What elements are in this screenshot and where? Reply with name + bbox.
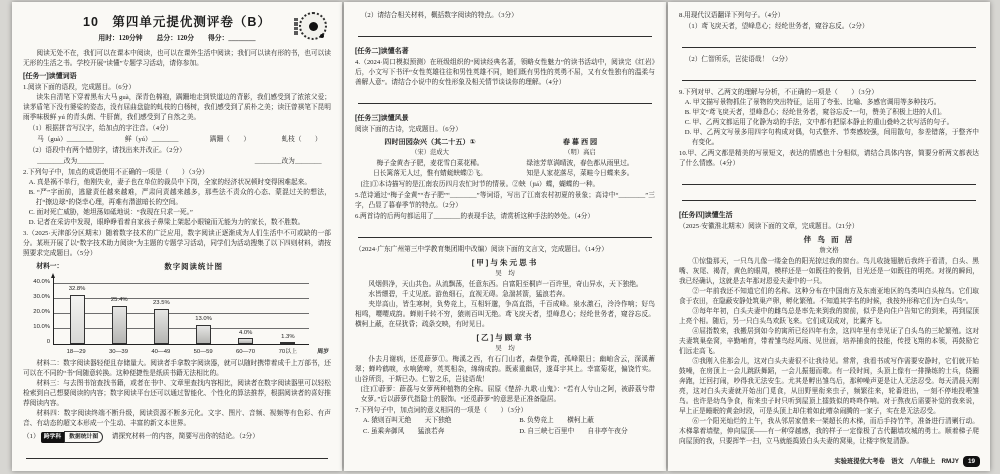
sub-question: （2）语段中有两个错别字，请找出来并改正。（2分）	[28, 147, 186, 154]
bar-value-label: 1.3%	[281, 333, 295, 340]
x-tick-label: 60—70	[235, 349, 255, 355]
paragraph: 阅读无处不在，我们可以在课本中阅读，也可以在课外生活中阅读；我们可以读有形的书，也可以读无形的生活之书。学校开展“读懂”专题学习活动，请你参加。	[23, 50, 331, 67]
question-prefix: （1）	[23, 433, 40, 440]
fill-in-item: ________改为________	[37, 158, 104, 165]
answer-option: D. 甲、乙两文写景多用四字句构成对偶，句式整齐、节奏感较强，间用散句，参差错落，于整齐中有变化。	[684, 129, 979, 146]
paragraph: 夹岸高山，皆生寒树，负势竞上，互相轩邈，争高直指，千百成峰。泉水激石，泠泠作响；好鸟相鸣，嘤嘤成韵。蝉则千转不穷，猿则百叫无绝。鸢飞戾天者，望峰息心；经纶世务者，窥谷忘反。横柯上蔽，在昼犹昏；疏条交映，有时见日。	[355, 301, 655, 328]
annotation-note: [注]①薜萝：薜荔与女萝两种植物的全称。屈原《楚辞·九歌·山鬼》：“若有人兮山之阿，被薜荔兮带女萝。”后以薜萝代指隐士的服饰。“还觅薜萝”的意思是正准备隐居。	[360, 386, 655, 403]
chart-title: 数字阅读统计图	[164, 262, 224, 271]
bar-value-label: 25.4%	[110, 297, 128, 304]
paragraph: 读朱自清笔下穿着黑布大马 guà，深青色棉袍，蹒跚地走到铁道边的背影，我们感受到了浓浓父爱；读茅盾笔下没有婆娑的姿态，没有屈曲盘旋的虬枝的白杨树，我们感受到了质朴之美；读汪曾祺笔下昆明雨季味极鲜 yú 的青头菌、牛肝菌，我们感受到了自然之美。	[23, 94, 331, 121]
x-tick-label: 40—49	[151, 349, 171, 355]
spacer	[355, 40, 655, 44]
question: 3.（2025·天津部分区期末）随着数字技术的广泛应用，数字阅读正逐渐成为人们生活中不可或缺的一部分。某班开展了以“数字技术助力阅读”为主题的专题学习活动，同学们为活动搜集了以下四则材料，请按照要求完成题目。（5分）	[23, 230, 331, 257]
paragraph: ⑤我刚入住那会儿，这对白头夫妻很不让我待见。常常，我看书或写作需要安静时，它们就开始鼓噪，在房顶上一会儿跳跃舞蹈，一会儿振翅而歌。有一段时间，头顶上像有一排操练的士兵，绕圈奔跑，迂回打闹，吵得我无法安生。尤其是孵出雏鸟后，那种噪声更是让人无法忍受。每天清晨天刚亮，这对白头夫妻就开始出门觅食，从田野里衔来虫子，频繁往来，轮番进出，一刻不停地投喂雏鸟。也许是幼鸟争食，衔来虫子时只听到屋顶上擂鼓似的咚咚作响。对于熬夜后需要补觉的我来说，早上正是睡眠的黄金时段，可是头顶上却住着如此嘈杂闹腾的一家子，实在是无法忍受。	[679, 358, 979, 415]
page-number-badge: 19	[963, 456, 980, 467]
exam-total-score: 总分：120分	[156, 35, 194, 42]
answer-line	[682, 175, 976, 185]
question: 2.下列句子中，加点的成语使用不正确的一项是（ ）（3分）	[23, 169, 209, 176]
x-axis-unit-label: 周岁	[317, 349, 329, 355]
cross-subject-badge: 跨学科	[41, 432, 64, 443]
exam-page-3	[668, 2, 990, 471]
fill-in-item: 虬枝（ ）	[281, 136, 322, 143]
spacer	[679, 204, 979, 208]
anti-copy-stamp	[294, 12, 327, 40]
paragraph: ①惊蛰那天，一只鸟儿像一缕金色的阳光掠过我的窗台。鸟儿收拢翅膀后我终于看清，白头、黑嘴、灰尾、褐背，黄色的眼周，模样还是一如既往的俊俏，目光还是一如既往的明亮。对视的瞬间，我已经确认，这就是去年那对恩爱夫妻中的一只。	[679, 258, 979, 285]
question: 4.（2024·周口模拟预测）在班级组织的“阅读经典名著，领略女性魅力”的读书活动中，阅读完《红岩》后，小文写下书评“女性英雄往往和男性英雄不同，她们既有男性的英勇不屈，又有女性独有的温柔与善解人意”。请结合小说中的女性形象及相关情节谈谈你的理解。（4分）	[355, 59, 655, 86]
stamp-center-dot	[309, 22, 318, 31]
statistics-bar-chart	[23, 262, 331, 357]
footer-text: 实验班提优大考卷 语文 八年级上 RMJY	[834, 457, 959, 465]
plot-area	[53, 278, 309, 345]
exam-page-1	[12, 2, 342, 471]
question: 8.用现代汉语翻译下列句子。（4分）	[679, 12, 785, 19]
y-axis-arrow	[51, 273, 55, 278]
bar	[112, 306, 127, 344]
poem	[505, 137, 655, 179]
paragraph: 材料三：与去图书馆查找书籍，或者在书中、文章里查找内容相比，阅读者在数字阅读器里可以轻松检索到自己想要阅读的内容；数字阅读平台还可以通过智能化、个性化的算法推荐，根据阅读者的喜好推荐阅读内容。	[23, 380, 331, 407]
spacer	[679, 84, 979, 87]
question: 5.范诗通过“梅子金黄”“杏子肥”“________”等词语，写出了江南农村初夏的景象；高诗中“________”三字，凸显了暮春季节的特点。（2分）	[355, 192, 655, 209]
answer-line	[682, 191, 976, 201]
paragraph: ④屈指数来，我搬居到如今的寓所已经四年有余，这四年里有幸见证了白头鸟的三轮繁殖。这对夫妻筑巢垒窝，辛勤哺育，带着雏鸟经风雨、见世面，培养捕食的技能，传授飞翔的本领，再鼓励它们远走高飞。	[679, 328, 979, 355]
bar	[238, 338, 253, 344]
page-footer	[834, 456, 980, 467]
poem-author: （宋）范成大	[411, 149, 449, 156]
task-header: [任务四]读懂生活	[679, 212, 733, 219]
spacer	[355, 241, 655, 244]
poem-author: （明）高启	[564, 149, 596, 156]
spacer	[679, 51, 979, 54]
paragraph: 仆去月谢病，还觅薜萝①。梅溪之西，有石门山者，森壁争霞，孤峰限日；幽岫含云，深溪蓄翠；蝉吟鹤唳，水响猿啼，英英相杂，绵绵成韵。既素重幽居，遂葺宇其上。幸富菊花，偏饶竹实。山谷所资，于斯已办。仁智之乐，岂徒语哉！	[355, 356, 655, 383]
annotation-note: [注]①本诗描写的是江南农历四月农忙时节的情景。②蛱（jiá）蝶，蝴蝶的一种。	[360, 181, 600, 188]
bar	[154, 309, 169, 344]
poem-line: 日长篱落无人过，惟有蜻蜓蛱蝶②飞。	[373, 170, 487, 177]
spacer	[355, 107, 655, 111]
fill-in-item: 蹒跚（ ）	[209, 136, 251, 143]
y-tick-label: 20.0%	[33, 309, 50, 315]
y-tick-label: 0	[46, 339, 50, 345]
question: 阅读下面的古诗，完成题目。（6分）	[355, 126, 462, 133]
question: 1.阅读下面的语段，完成题目。（6分）	[23, 84, 136, 91]
answer-option: B. “严”字面前，逃避责任越来越难，严肃问责越来越多，那些法不责众的心态、蒙混过关的想法，打“擦边球”的侥幸心理，再难有潜滋暗长的空间。	[28, 189, 331, 206]
bar-group	[104, 295, 134, 344]
exam-duration: 用时：120分钟	[98, 35, 143, 42]
poem-line: 绿池芳草满晴波，春色都从雨里过。	[526, 160, 634, 167]
question: （2025·安徽淮北期末）阅读下面的文章，完成题目。（21分）	[679, 223, 859, 230]
passage-title: [乙]与顾章书	[476, 333, 534, 342]
paragraph: ③每年年初，白头夫妻中的雌鸟总是率先来到我的窗前，似乎是向住户告知它的到来，再到屋顶上亮个相。随后，另一只白头鸟欢跃飞来。它们成双成对，比翼齐飞。	[679, 308, 979, 325]
answer-option: B. 负势竞上 横柯上蔽	[519, 417, 594, 424]
answer-option: B. 甲文“鸢飞戾天者，望峰息心；经纶世务者，窥谷忘反”一句，赞美了积极上进的人们。	[684, 109, 946, 116]
question: 10.甲、乙两文都是精美的写景短文，表达的情感也十分相似，请结合具体内容，简要分析两文都表达了什么情感。（4分）	[679, 150, 979, 167]
author-name: 吴 均	[495, 270, 515, 277]
paragraph: 材料二：数字阅读器轻便且存储量大。阅读者手拿数字阅读器，就可以随时携带着成千上万部书，还可以在不同的“书”间随意转换。这种便捷性是纸质书籍无法相比的。	[23, 360, 331, 377]
exam-page-2	[344, 2, 666, 471]
answer-option: A. 甲文描写景物抓住了景物的突出特征，运用了夸张、比喻、多感官调用等多种技巧。	[684, 99, 941, 106]
sub-question: （2）请结合相关材料，概括数字阅读的特点。（3分）	[360, 12, 518, 19]
exam-meta	[23, 34, 331, 44]
answer-option: A. 猿则百叫无绝 天下独绝	[363, 417, 452, 424]
task-header: [任务三]读懂风景	[355, 115, 409, 122]
page-2-content	[355, 11, 655, 437]
poem	[355, 137, 505, 179]
paragraph: ⑥一个阳光灿烂的上午，我从邻居家借来一架超长的木梯，而后手持竹竿，准备进行清剿行动。木梯靠着墙壁，伸向屋顶——有一种穿越感，我的样子一定像极了古代翻墙攻城的勇士。顺着梯子爬向屋顶的我，只要挥竿一扫，立马就能捣毁白头夫妻的窝巢，让楼宇恢复清静。	[679, 418, 979, 445]
x-tick-label: 30—39	[108, 349, 128, 355]
bar	[196, 325, 211, 345]
answer-option: A. 真是祸不单行，他刚失业，妻子也在单位的裁员中下岗，全家的经济状况顿时变得困难起来。	[28, 179, 312, 186]
question: 9.下列对甲、乙两文的理解与分析，不正确的一项是（ ）（3分）	[679, 89, 878, 96]
fill-in-row	[23, 157, 331, 167]
exam-title: 10 第四单元提优测评卷（B）	[83, 15, 271, 29]
question: 6.两首诗的后两句都运用了________的表现手法，请赏析这种手法的妙处。（4分）	[355, 213, 595, 220]
poem-line: 梅子金黄杏子肥，麦花雪白菜花稀。	[376, 160, 484, 167]
answer-option: C. 甲、乙两文都运用了化静为动的手法，文中都有把原本静止的重山叠岭之状写活的句子。	[684, 119, 954, 126]
x-tick-label: 50—59	[193, 349, 213, 355]
bar-group	[189, 314, 219, 344]
exam-score-blank: 得分：________	[208, 35, 256, 42]
bar-value-label: 32.8%	[68, 286, 86, 293]
answer-option: C. 面对死亡威胁，她坦荡如砥地说：“我现在只求一死。”	[28, 209, 193, 216]
y-tick-label: 40.0%	[33, 279, 50, 285]
passage-title: [甲]与朱元思书	[471, 258, 539, 267]
bar-value-label: 13.0%	[195, 316, 212, 322]
page-1-content	[23, 49, 331, 459]
fill-in-item: 鲜（yú）________	[124, 136, 179, 143]
bar	[280, 342, 295, 344]
y-tick-label: 10.0%	[33, 324, 50, 330]
paragraph: 水皆缥碧，千丈见底。游鱼细石，直视无碍。急湍甚箭，猛浪若奔。	[368, 291, 570, 298]
answer-line	[682, 71, 976, 81]
chart-type-badge: 数据统计图	[64, 431, 103, 443]
bar-value-label: 4.0%	[238, 329, 253, 336]
exam-header	[23, 10, 331, 44]
y-axis	[23, 278, 53, 344]
sub-question: （1）根据拼音写汉字，给加点的字注音。（4分）	[28, 125, 173, 132]
answer-option: C. 虽乘奔御风 猛浪若奔	[363, 428, 445, 435]
sub-question: （2）仁智所乐，岂徒语哉！（2分）	[684, 56, 792, 63]
bar-group	[146, 298, 176, 344]
answer-line	[358, 228, 652, 238]
chart-body	[23, 278, 331, 345]
material-label: 材料一：	[36, 263, 64, 270]
x-axis-labels	[53, 347, 329, 357]
fill-in-item: ________改为________	[254, 158, 322, 165]
bars-row	[56, 270, 309, 344]
answer-line	[358, 27, 652, 37]
answer-line	[358, 94, 652, 104]
poem-pair	[355, 137, 655, 179]
task-header: [任务一]读懂词语	[23, 73, 77, 80]
fill-in-item: 马（guà）________	[37, 136, 94, 143]
circular-stamp-icon	[299, 12, 327, 40]
stamp-vertical-text	[294, 18, 298, 35]
bar-group	[273, 332, 303, 345]
sub-question: （1）鸢飞戾天者，望峰息心；经纶世务者，窥谷忘反。（2分）	[684, 23, 869, 30]
poem-title: 春 暮 西 园	[562, 138, 598, 146]
author-name: 詹文格	[819, 247, 839, 254]
answer-option: D. 自三峡七百里中 自非亭午夜分	[519, 428, 628, 435]
poem-title: 四时田园杂兴（其二十五）①	[384, 138, 476, 146]
poem-line: 知是人家花落尽，菜畦今日蝶来多。	[526, 170, 634, 177]
x-tick-label: 70以上	[278, 349, 297, 355]
bar-group	[231, 328, 261, 345]
paragraph: ②一年前我还不知道它们的名称。这种分布在中国南方及东南亚地区的鸟类叫白头椋鸟。它们取食于农田，在隐蔽安静处筑巢产卵，孵化繁殖。不知道其学名的时候，我按外形称它们为“白头鸟”。	[679, 288, 979, 305]
answer-option: D. 记者在采访中发现，眼睁睁看着自家孩子鼻梁上架起小眼镜而无能为力的家长，数不胜数。	[28, 219, 305, 226]
author-name: 吴 均	[495, 345, 515, 352]
y-tick-label: 30.0%	[33, 294, 50, 300]
question: 7.下列句子中，加点词的意义相同的一项是（ ）（3分）	[355, 407, 528, 414]
question-text: 请探究材料一的内容，简要写出你的结论。（2分）	[105, 433, 259, 440]
paragraph: 风烟俱净，天山共色。从流飘荡，任意东西。自富阳至桐庐一百许里，奇山异水，天下独绝。	[368, 281, 643, 288]
fill-in-row	[23, 135, 331, 145]
x-tick-label: 18—29	[66, 349, 86, 355]
cross-subject-question	[23, 431, 331, 443]
passage-title: 伴 鸟 而 居	[803, 235, 855, 244]
answer-line	[26, 449, 328, 459]
question: （2024·广东广州第三中学教育集团期中改编）阅读下面的文言文，完成题目。（14分）	[355, 246, 608, 253]
bar-group	[62, 284, 92, 344]
answer-line	[682, 38, 976, 48]
options-grid	[355, 416, 655, 437]
bar-value-label: 23.5%	[153, 300, 170, 307]
task-header: [任务二]读懂名著	[355, 48, 409, 55]
bar	[70, 295, 85, 344]
paragraph: 材料四：数字阅读终端不断升级，阅读资源不断多元化。文字、图片、音频、视频等有色彩、有声音、有动态的超文本形成一个生动、丰富的新文本世界。	[23, 410, 331, 427]
page-3-content	[679, 11, 979, 447]
